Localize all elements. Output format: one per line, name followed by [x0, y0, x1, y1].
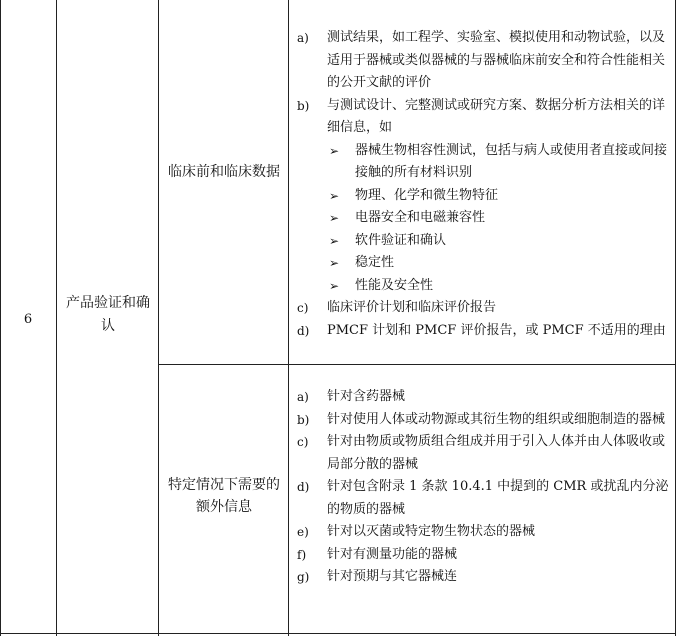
- list-item: [297, 386, 675, 409]
- preclinical-clinical-list: [297, 27, 675, 342]
- sub-item-text: 稳定性: [355, 255, 395, 270]
- item-text: 测试结果，如工程学、实验室、模拟使用和动物试验，以及适用于器械或类似器械的与器械临床前安全和符合性能相关的公开文献的评价: [327, 30, 666, 90]
- sub-item-text: 电器安全和电磁兼容性: [355, 210, 486, 225]
- sub-item-text: 性能及安全性: [355, 277, 434, 293]
- category-label: 产品验证和确认: [66, 295, 150, 334]
- sub-list-item: [297, 207, 675, 230]
- item-text: 与测试设计、完整测试或研究方案、数据分析方法相关的详细信息，如: [327, 97, 666, 135]
- sub-item-text: 物理、化学和微生物特征: [355, 187, 499, 203]
- column-divider: [288, 0, 289, 636]
- item-text: 针对包含附录 1 条款 10.4.1 中提到的 CMR 或扰乱内分泌的物质的器械: [327, 479, 669, 517]
- item-marker: b): [297, 98, 310, 113]
- list-item: [297, 409, 675, 432]
- item-marker: f): [297, 547, 307, 562]
- item-marker: g): [297, 570, 310, 584]
- item-text: 针对以灭菌或特定物生物状态的器械: [327, 524, 536, 539]
- item-text: 针对有测量功能的器械: [327, 546, 458, 562]
- sub-list-item: [297, 275, 675, 298]
- sub-item-text: 器械生物相容性测试，包括与病人或使用者直接或间接接触的所有材料识别: [355, 142, 668, 180]
- item-text: 针对使用人体或动物源或其衍生物的组织或细胞制造的器械: [327, 411, 666, 427]
- arrow-bullet-icon: ➢: [329, 278, 340, 293]
- list-item: [297, 320, 675, 343]
- item-marker: d): [297, 323, 310, 338]
- table-border-right: [675, 0, 676, 636]
- list-item: [297, 27, 675, 95]
- item-marker: b): [297, 412, 310, 427]
- row-number: 6: [23, 312, 33, 327]
- item-text: PMCF 计划和 PMCF 评价报告，或 PMCF 不适用的理由: [327, 322, 666, 338]
- section-title-additional-info: 特定情况下需要的额外信息: [168, 477, 280, 515]
- table-border-bottom: [0, 633, 676, 634]
- arrow-bullet-icon: ➢: [329, 233, 340, 248]
- item-text: 针对含药器械: [327, 389, 406, 404]
- list-item: [297, 95, 675, 140]
- list-item: [297, 544, 675, 567]
- sub-list-item: [297, 230, 675, 253]
- item-marker: d): [297, 480, 310, 494]
- list-item: [297, 566, 675, 589]
- arrow-bullet-icon: ➢: [329, 188, 340, 203]
- arrow-bullet-icon: ➢: [329, 256, 340, 270]
- sub-list-item: [297, 140, 675, 185]
- item-text: 临床评价计划和临床评价报告: [327, 300, 497, 315]
- item-marker: c): [297, 435, 309, 449]
- column-divider: [56, 0, 57, 636]
- column-divider: [158, 0, 159, 636]
- item-text: 针对预期与其它器械连: [327, 569, 458, 584]
- item-marker: a): [297, 31, 309, 45]
- sub-list-item: [297, 252, 675, 275]
- sub-item-text: 软件验证和确认: [355, 232, 447, 248]
- item-marker: c): [297, 301, 309, 315]
- item-marker: a): [297, 390, 309, 404]
- arrow-bullet-icon: ➢: [329, 143, 340, 158]
- arrow-bullet-icon: ➢: [329, 211, 340, 225]
- section-title-preclinical-clinical: 临床前和临床数据: [168, 164, 280, 180]
- item-text: 针对由物质或物质组合组成并用于引入人体并由人体吸收或局部分散的器械: [327, 434, 666, 472]
- item-marker: e): [297, 525, 309, 539]
- list-item: [297, 431, 675, 476]
- list-item: [297, 476, 675, 521]
- list-item: [297, 521, 675, 544]
- row-divider: [158, 364, 676, 365]
- additional-info-list: [297, 386, 675, 589]
- list-item: [297, 297, 675, 320]
- sub-list-item: [297, 185, 675, 208]
